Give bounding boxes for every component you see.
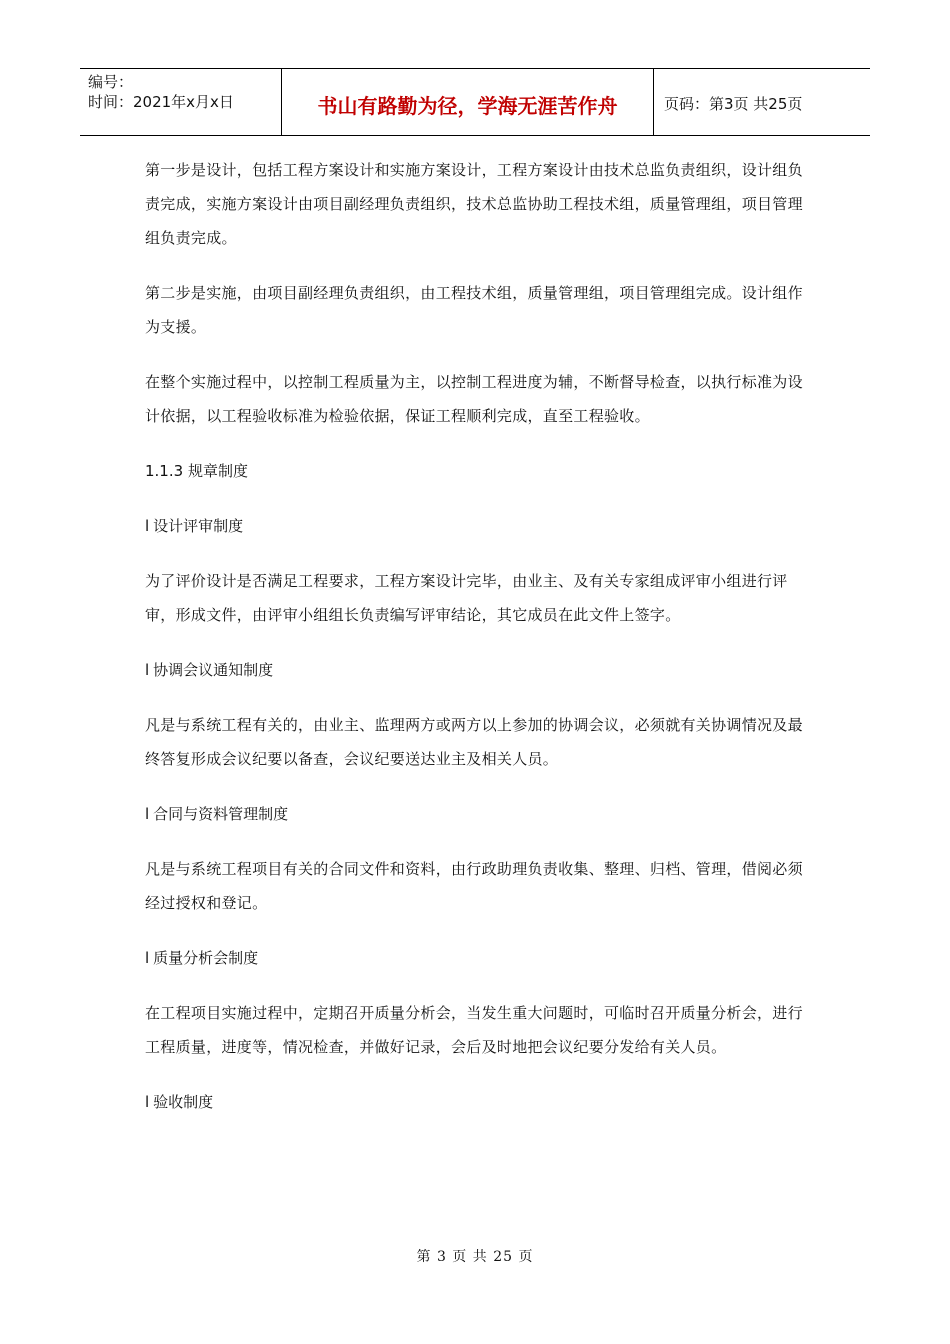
bullet-title: 协调会议通知制度 <box>153 661 274 679</box>
paragraph-quality-analysis: 在工程项目实施过程中，定期召开质量分析会，当发生重大问题时，可临时召开质量分析会，进行工程质量，进度等，情况检查，并做好记录，会后及时地把会议纪要分发给有关人员。 <box>145 1004 803 1056</box>
bullet-title: 合同与资料管理制度 <box>153 805 289 823</box>
section-number: 1.1.3 <box>145 462 184 480</box>
paragraph-process-control: 在整个实施过程中，以控制工程质量为主，以控制工程进度为辅，不断督导检查，以执行标准为设计依据，以工程验收标准为检验依据，保证工程顺利完成，直至工程验收。 <box>145 373 803 425</box>
bullet-quality-analysis <box>145 941 810 975</box>
section-heading <box>145 454 810 488</box>
page-footer: 第 3 页 共 25 页 <box>416 1249 534 1265</box>
header-meta-cell <box>80 69 281 135</box>
paragraph-coordination-meeting: 凡是与系统工程有关的，由业主、监理两方或两方以上参加的协调会议，必须就有关协调情况及最终答复形成会议纪要以备查，会议纪要送达业主及相关人员。 <box>145 716 803 768</box>
paragraph-design-review: 为了评价设计是否满足工程要求，工程方案设计完毕，由业主、及有关专家组成评审小组进行评审，形成文件，由评审小组组长负责编写评审结论，其它成员在此文件上签字。 <box>145 572 788 624</box>
document-body <box>145 153 810 1140</box>
bullet-title: 设计评审制度 <box>153 517 244 535</box>
paragraph-implementation-step: 第二步是实施，由项目副经理负责组织，由工程技术组，质量管理组，项目管理组完成。设计组作为支援。 <box>145 284 803 336</box>
document-number-label: 编号： <box>88 73 134 91</box>
bullet-mark: l <box>145 1093 150 1111</box>
bullet-contract-documents <box>145 797 810 831</box>
bullet-mark: l <box>145 949 150 967</box>
header-page-info: 页码：第3页 共25页 <box>664 94 803 113</box>
bullet-title: 质量分析会制度 <box>153 949 259 967</box>
bullet-mark: l <box>145 517 150 535</box>
bullet-acceptance <box>145 1085 810 1119</box>
bullet-design-review <box>145 509 810 543</box>
header-motto: 书山有路勤为径，学海无涯苦作舟 <box>281 69 654 135</box>
paragraph-design-step: 第一步是设计，包括工程方案设计和实施方案设计，工程方案设计由技术总监负责组织，设计组负责完成，实施方案设计由项目副经理负责组织，技术总监协助工程技术组，质量管理组，项目管理组负责完成。 <box>145 161 803 247</box>
bullet-coordination-meeting <box>145 653 810 687</box>
bullet-mark: l <box>145 661 150 679</box>
bullet-title: 验收制度 <box>153 1093 214 1111</box>
page-header <box>80 68 870 136</box>
bullet-mark: l <box>145 805 150 823</box>
document-time-label: 时间：2021年x月x日 <box>88 93 234 111</box>
paragraph-contract-documents: 凡是与系统工程项目有关的合同文件和资料，由行政助理负责收集、整理、归档、管理，借阅必须经过授权和登记。 <box>145 860 803 912</box>
section-title: 规章制度 <box>187 462 248 480</box>
